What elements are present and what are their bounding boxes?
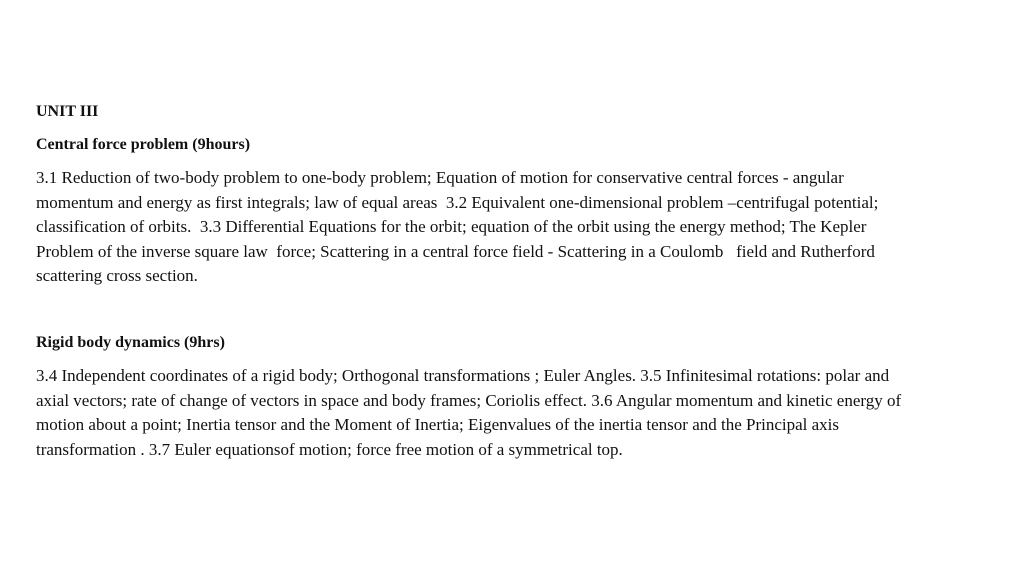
body-line: classification of orbits. 3.3 Differential Equations for the orbit; equation of the orbit using the energy method; The Kepler: [36, 217, 867, 237]
body-line: Problem of the inverse square law force; Scattering in a central force field - Scattering in a Coulomb field and Rutherford: [36, 241, 875, 261]
body-line: motion about a point; Inertia tensor and the Moment of Inertia; Eigenvalues of the inertia tensor and the Principal axis: [36, 415, 840, 435]
section-body-rigid-body: [36, 364, 1020, 462]
section-heading-central-force: Central force problem (9hours): [36, 136, 251, 153]
section-heading-rigid-body: Rigid body dynamics (9hrs): [36, 334, 225, 351]
body-line: scattering cross section.: [36, 266, 198, 286]
body-line: 3.4 Independent coordinates of a rigid body; Orthogonal transformations ; Euler Angles. 3.5 Infinitesimal rotations: polar and: [36, 366, 890, 385]
unit-title: UNIT III: [36, 103, 99, 120]
section-body-central-force: [36, 166, 1020, 289]
body-line: 3.1 Reduction of two-body problem to one-body problem; Equation of motion for conservative central forces - angular: [36, 168, 844, 187]
body-line: momentum and energy as first integrals; law of equal areas 3.2 Equivalent one-dimensional problem –centrifugal potential;: [36, 192, 879, 212]
body-line: axial vectors; rate of change of vectors in space and body frames; Coriolis effect. 3.6 Angular momentum and kinetic energy of: [36, 390, 902, 410]
slide: [36, 0, 1020, 576]
body-line: transformation . 3.7 Euler equationsof motion; force free motion of a symmetrical top.: [36, 439, 623, 459]
